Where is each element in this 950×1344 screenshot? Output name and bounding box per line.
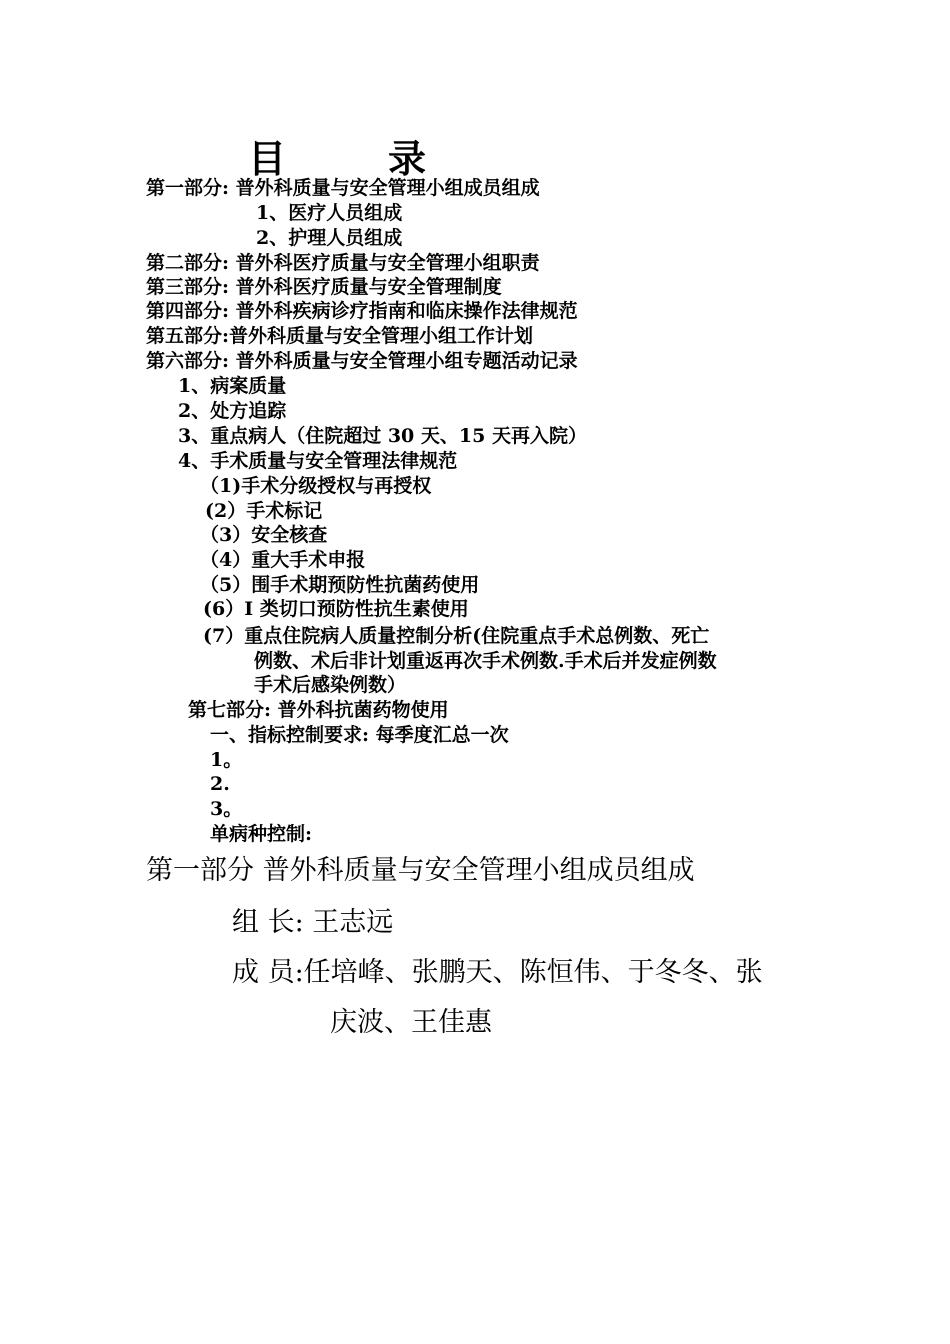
toc-subitem-cont: 手术后感染例数）	[254, 674, 407, 696]
toc-item: 4、手术质量与安全管理法律规范	[178, 450, 458, 472]
toc-item: 1、病案质量	[178, 375, 287, 397]
toc-item: 2.	[210, 773, 230, 795]
members-line: 成 员:任培峰、张鹏天、陈恒伟、于冬冬、张	[232, 957, 763, 988]
toc-subitem-cont: 例数、术后非计划重返再次手术例数.手术后并发症例数	[254, 650, 717, 672]
toc-item: 2、处方追踪	[178, 400, 287, 422]
members-line-cont: 庆波、王佳惠	[330, 1007, 492, 1038]
toc-part-6: 第六部分: 普外科质量与安全管理小组专题活动记录	[146, 350, 578, 372]
toc-subitem: (7）重点住院病人质量控制分析(住院重点手术总例数、死亡	[203, 625, 710, 647]
toc-title-right: 录	[388, 136, 429, 181]
section-heading: 第一部分 普外科质量与安全管理小组成员组成	[146, 855, 695, 886]
toc-item: 3、重点病人（住院超过 30 天、15 天再入院）	[178, 425, 587, 447]
toc-part-1: 第一部分: 普外科质量与安全管理小组成员组成	[146, 177, 540, 199]
toc-subitem: (6）I 类切口预防性抗生素使用	[203, 598, 469, 620]
toc-subitem: （3）安全核查	[200, 524, 328, 546]
toc-item: 2、护理人员组成	[256, 227, 403, 249]
toc-item: 单病种控制:	[210, 823, 313, 845]
toc-item: 1、医疗人员组成	[256, 202, 403, 224]
toc-subitem: (2）手术标记	[205, 500, 323, 522]
toc-part-2: 第二部分: 普外科医疗质量与安全管理小组职责	[146, 252, 540, 274]
toc-item: 一、指标控制要求: 每季度汇总一次	[210, 724, 509, 746]
toc-subitem: （5）围手术期预防性抗菌药使用	[200, 574, 480, 596]
toc-item: 3。	[210, 798, 243, 820]
toc-part-5: 第五部分:普外科质量与安全管理小组工作计划	[146, 325, 534, 347]
leader-line: 组 长: 王志远	[232, 907, 394, 938]
toc-title-left: 目	[248, 136, 289, 181]
toc-part-3: 第三部分: 普外科医疗质量与安全管理制度	[146, 276, 502, 298]
toc-subitem: （4）重大手术申报	[200, 549, 366, 571]
toc-part-7: 第七部分: 普外科抗菌药物使用	[188, 699, 449, 721]
toc-title	[248, 128, 428, 183]
toc-subitem: （1)手术分级授权与再授权	[200, 475, 432, 497]
toc-part-4: 第四部分: 普外科疾病诊疗指南和临床操作法律规范	[146, 300, 578, 322]
toc-item: 1。	[210, 749, 243, 771]
